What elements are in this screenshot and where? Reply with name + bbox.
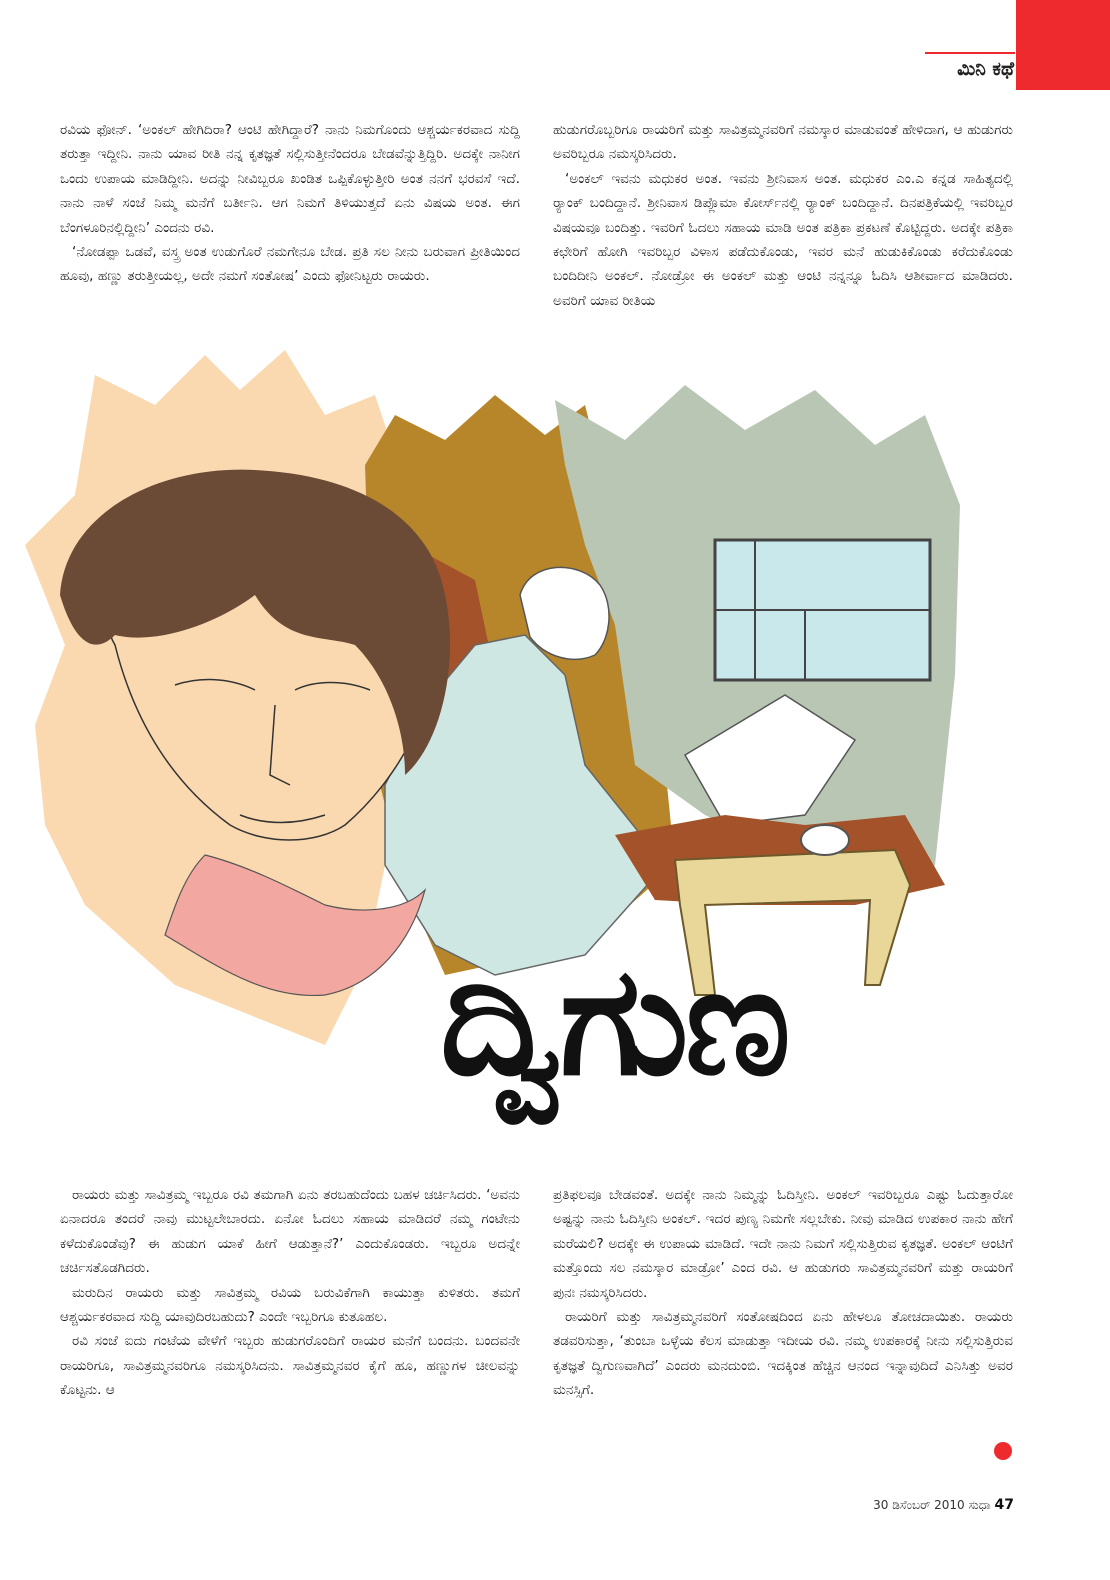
paragraph: ಹುಡುಗರೊಬ್ಬರಿಗೂ ರಾಯರಿಗೆ ಮತ್ತು ಸಾವಿತ್ರಮ್ಮನವರಿಗೆ ನಮಸ್ಕಾರ ಮಾಡುವಂತೆ ಹೇಳಿದಾಗ, ಆ ಹುಡುಗರು ಅವರಿಬ್ಬರೂ ನಮಸ್ಕರಿಸಿದರು. bbox=[553, 122, 1013, 163]
page-number: 47 bbox=[994, 1497, 1014, 1513]
paragraph: ರಾಯರಿಗೆ ಮತ್ತು ಸಾವಿತ್ರಮ್ಮನವರಿಗೆ ಸಂತೋಷದಿಂದ ಏನು ಹೇಳಲೂ ತೋಚದಾಯಿತು. ರಾಯರು ತಡವರಿಸುತ್ತಾ, ‘ತುಂಬಾ ಒಳ್ಳೆಯ ಕೆಲಸ ಮಾಡುತ್ತಾ ಇದೀಯ ರವಿ. ನಮ್ಮ ಉಪಕಾರಕ್ಕೆ ನೀನು ಸಲ್ಲಿಸುತ್ತಿರುವ ಕೃತಜ್ಞತೆ ದ್ವಿಗುಣವಾಗಿದೆ’ ಎಂದರು ಮನದುಂಬಿ. ಇದಕ್ಕಿಂತ ಹೆಚ್ಚಿನ ಆನಂದ ಇನ್ನಾವುದಿದೆ ಎನಿಸಿತ್ತು ಅವರ ಮನಸ್ಸಿಗೆ. bbox=[553, 1309, 1013, 1399]
section-label: ಮಿನಿ ಕಥೆ bbox=[957, 58, 1014, 80]
paragraph: ‘ಅಂಕಲ್ ಇವನು ಮಧುಕರ ಅಂತ. ಇವನು ಶ್ರೀನಿವಾಸ ಅಂತ. ಮಧುಕರ ಎಂ.ಎ ಕನ್ನಡ ಸಾಹಿತ್ಯದಲ್ಲಿ ರ‍್ಯಾಂಕ್ ಬಂದಿದ್ದಾನೆ. ಶ್ರೀನಿವಾಸ ಡಿಪ್ಲೊಮಾ ಕೋರ್ಸ್‌ನಲ್ಲಿ ರ‍್ಯಾಂಕ್ ಬಂದಿದ್ದಾನೆ. ದಿನಪತ್ರಿಕೆಯಲ್ಲಿ ಇವರಿಬ್ಬರ ವಿಷಯವೂ ಬಂದಿತ್ತು. ಇವರಿಗೆ ಓದಲು ಸಹಾಯ ಮಾಡಿ ಅಂತ ಪತ್ರಿಕಾ ಪ್ರಕಟಣೆ ಕೊಟ್ಟಿದ್ದರು. ಅದಕ್ಕೇ ಪತ್ರಿಕಾ ಕಛೇರಿಗೆ ಹೋಗಿ ಇವರಿಬ್ಬರ ವಿಳಾಸ ಪಡೆದುಕೊಂಡು, ಇವರ ಮನೆ ಹುಡುಕಿಕೊಂಡು ಕರೆದುಕೊಂಡು ಬಂದಿದೀನಿ ಅಂಕಲ್. ನೋಡ್ರೋ ಈ ಅಂಕಲ್ ಮತ್ತು ಆಂಟಿ ನನ್ನನ್ನೂ ಓದಿಸಿ ಆಶೀರ್ವಾದ ಮಾಡಿದರು. ಅವರಿಗೆ ಯಾವ ರೀತಿಯ bbox=[553, 170, 1013, 309]
paragraph: ರಾಯರು ಮತ್ತು ಸಾವಿತ್ರಮ್ಮ ಇಬ್ಬರೂ ರವಿ ತಮಗಾಗಿ ಏನು ತರಬಹುದೆಂದು ಬಹಳ ಚರ್ಚಿಸಿದರು. ‘ಅವನು ಏನಾದರೂ ತಂದರೆ ನಾವು ಮುಟ್ಟಲೇಬಾರದು. ಏನೋ ಓದಲು ಸಹಾಯ ಮಾಡಿದರೆ ನಮ್ಮ ಗಂಟೇನು ಕಳೆದುಕೊಂಡೆವು? ಈ ಹುಡುಗ ಯಾಕೆ ಹೀಗೆ ಆಡುತ್ತಾನೆ?’ ಎಂದುಕೊಂಡರು. ಇಬ್ಬರೂ ಅದನ್ನೇ ಚರ್ಚಿಸತೊಡಗಿದರು. bbox=[60, 1187, 520, 1277]
page-footer bbox=[873, 1497, 1014, 1513]
story-end-dot bbox=[994, 1442, 1012, 1460]
story-title: ದ್ವಿಗುಣ bbox=[440, 935, 787, 1109]
paragraph: ‘ನೋಡಪ್ಪಾ ಒಡವೆ, ವಸ್ತ್ರ ಅಂತ ಉಡುಗೊರೆ ನಮಗೇನೂ ಬೇಡ. ಪ್ರತಿ ಸಲ ನೀನು ಬರುವಾಗ ಪ್ರೀತಿಯಿಂದ ಹೂವು, ಹಣ್ಣು ತರುತ್ತೀಯಲ್ಲ, ಅದೇ ನಮಗೆ ಸಂತೋಷ’ ಎಂದು ಫೋನಿಟ್ಟರು ರಾಯರು. bbox=[60, 244, 520, 285]
story-column-top-left bbox=[60, 118, 520, 289]
section-rule bbox=[925, 52, 1015, 54]
corner-red-tab bbox=[1016, 0, 1110, 90]
cup-icon bbox=[801, 825, 849, 855]
story-column-bottom-left bbox=[60, 1183, 520, 1403]
story-column-bottom-right bbox=[553, 1183, 1013, 1403]
paragraph: ಪ್ರತಿಫಲವೂ ಬೇಡವಂತೆ. ಅದಕ್ಕೇ ನಾನು ನಿಮ್ಮನ್ನು ಓದಿಸ್ತೀನಿ. ಅಂಕಲ್ ಇವರಿಬ್ಬರೂ ಎಷ್ಟು ಓದುತ್ತಾರೋ ಅಷ್ಟನ್ನು ನಾನು ಓದಿಸ್ತೀನಿ ಅಂಕಲ್. ಇದರ ಪುಣ್ಯ ನಿಮಗೇ ಸಲ್ಲಬೇಕು. ನೀವು ಮಾಡಿದ ಉಪಕಾರ ನಾನು ಹೇಗೆ ಮರೆಯಲಿ? ಅದಕ್ಕೇ ಈ ಉಪಾಯ ಮಾಡಿದೆ. ಇದೇ ನಾನು ನಿಮಗೆ ಸಲ್ಲಿಸುತ್ತಿರುವ ಕೃತಜ್ಞತೆ. ಅಂಕಲ್ ಆಂಟಿಗೆ ಮತ್ತೊಂದು ಸಲ ನಮಸ್ಕಾರ ಮಾಡ್ರೋ’ ಎಂದ ರವಿ. ಆ ಹುಡುಗರು ಸಾವಿತ್ರಮ್ಮನವರಿಗೆ ಮತ್ತು ರಾಯರಿಗೆ ಪುನಃ ನಮಸ್ಕರಿಸಿದರು. bbox=[553, 1187, 1013, 1301]
magazine-name: ಸುಧಾ bbox=[968, 1498, 991, 1512]
issue-date: 30 ಡಿಸೆಂಬರ್ 2010 bbox=[873, 1498, 965, 1512]
window-icon bbox=[715, 540, 930, 680]
paragraph: ರವಿ ಸಂಜೆ ಐದು ಗಂಟೆಯ ವೇಳೆಗೆ ಇಬ್ಬರು ಹುಡುಗರೊಂದಿಗೆ ರಾಯರ ಮನೆಗೆ ಬಂದನು. ಬಂದವನೇ ರಾಯರಿಗೂ, ಸಾವಿತ್ರಮ್ಮನವರಿಗೂ ನಮಸ್ಕರಿಸಿದನು. ಸಾವಿತ್ರಮ್ಮನವರ ಕೈಗೆ ಹೂ, ಹಣ್ಣುಗಳ ಚೀಲವನ್ನು ಕೊಟ್ಟನು. ಆ bbox=[60, 1333, 520, 1399]
paragraph: ಮರುದಿನ ರಾಯರು ಮತ್ತು ಸಾವಿತ್ರಮ್ಮ ರವಿಯ ಬರುವಿಕೆಗಾಗಿ ಕಾಯುತ್ತಾ ಕುಳಿತರು. ತಮಗೆ ಆಶ್ಚರ್ಯಕರವಾದ ಸುದ್ದಿ ಯಾವುದಿರಬಹುದು? ಎಂದೇ ಇಬ್ಬರಿಗೂ ಕುತೂಹಲ. bbox=[60, 1284, 520, 1326]
paragraph: ರವಿಯ ಫೋನ್. ‘ಅಂಕಲ್ ಹೇಗಿದಿರಾ? ಆಂಟಿ ಹೇಗಿದ್ದಾರೆ? ನಾನು ನಿಮಗೊಂದು ಆಶ್ಚರ್ಯಕರವಾದ ಸುದ್ದಿ ತರುತ್ತಾ ಇದ್ದೀನಿ. ನಾನು ಯಾವ ರೀತಿ ನನ್ನ ಕೃತಜ್ಞತೆ ಸಲ್ಲಿಸುತ್ತೀನೆಂದರೂ ಬೇಡವೆನ್ನುತ್ತಿದ್ದಿರಿ. ಅದಕ್ಕೇ ನಾನೀಗ ಒಂದು ಉಪಾಯ ಮಾಡಿದ್ದೀನಿ. ಅದನ್ನು ನೀವಿಬ್ಬರೂ ಖಂಡಿತ ಒಪ್ಪಿಕೊಳ್ಳುತ್ತೀರಿ ಅಂತ ನನಗೆ ಭರವಸೆ ಇದೆ. ನಾನು ನಾಳೆ ಸಂಜೆ ನಿಮ್ಮ ಮನೆಗೆ ಬರ್ತೀನಿ. ಆಗ ನಿಮಗೆ ತಿಳಿಯುತ್ತದೆ ಏನು ವಿಷಯ ಅಂತ. ಈಗ ಬೆಂಗಳೂರಿನಲ್ಲಿದ್ದೀನಿ’ ಎಂದನು ರವಿ. bbox=[60, 122, 520, 236]
story-column-top-right bbox=[553, 118, 1013, 313]
